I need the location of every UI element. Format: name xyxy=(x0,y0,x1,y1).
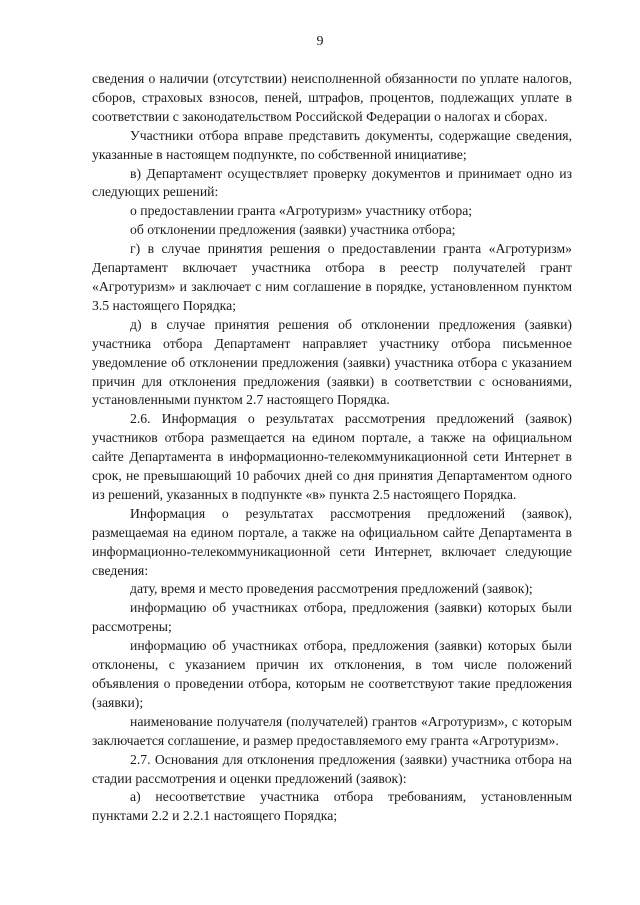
paragraph: Участники отбора вправе представить документы, содержащие сведения, указанные в настоящем подпункте, по собственной инициативе; xyxy=(92,127,572,162)
paragraph: информацию об участниках отбора, предложения (заявки) которых были рассмотрены; xyxy=(92,600,572,635)
paragraph: д) в случае принятия решения об отклонении предложения (заявки) участника отбора Департамент направляет участнику отбора письменное уведомление об отклонении предложения (заявки) участника отбора с указанием причин для отклонения предложения (заявки) в соответствии с основаниями, установленными пунктом 2.7 настоящего Порядка. xyxy=(92,316,572,408)
paragraph: а) несоответствие участника отбора требованиям, установленным пунктами 2.2 и 2.2.1 настоящего Порядка; xyxy=(92,789,572,824)
paragraph: информацию об участниках отбора, предложения (заявки) которых были отклонены, с указанием причин их отклонения, в том числе положений объявления о проведении отбора, которым не соответствуют такие предложения (заявки); xyxy=(92,638,572,710)
paragraph: наименование получателя (получателей) грантов «Агротуризм», с которым заключается соглашение, и размер предоставляемого ему гранта «Агротуризм». xyxy=(92,713,572,748)
paragraph: сведения о наличии (отсутствии) неисполненной обязанности по уплате налогов, сборов, страховых взносов, пеней, штрафов, процентов, подлежащих уплате в соответствии с законодательством Российской Федерации о налогах и сборах. xyxy=(92,71,572,124)
paragraph: 2.7. Основания для отклонения предложения (заявки) участника отбора на стадии рассмотрения и оценки предложений (заявок): xyxy=(92,751,572,786)
paragraph: г) в случае принятия решения о предоставлении гранта «Агротуризм» Департамент включает участника отбора в реестр получателей грант «Агротуризм» и заключает с ним соглашение в порядке, установленном пунктом 3.5 настоящего Порядка; xyxy=(92,241,572,313)
paragraph: дату, время и место проведения рассмотрения предложений (заявок); xyxy=(130,581,533,597)
paragraph: об отклонении предложения (заявки) участника отбора; xyxy=(130,222,456,238)
page-number: 9 xyxy=(316,34,324,49)
document-body xyxy=(92,70,572,826)
paragraph: Информация о результатах рассмотрения предложений (заявок), размещаемая на едином портале, а также на официальном сайте Департамента в информационно-телекоммуникационной сети Интернет, включает следующие сведения: xyxy=(92,505,572,578)
paragraph: о предоставлении гранта «Агротуризм» участнику отбора; xyxy=(130,203,473,219)
paragraph: в) Департамент осуществляет проверку документов и принимает одно из следующих решений: xyxy=(92,165,572,200)
paragraph: 2.6. Информация о результатах рассмотрения предложений (заявок) участников отбора размещается на едином портале, а также на официальном сайте Департамента в информационно-телекоммуникационной сети Интернет в срок, не превышающий 10 рабочих дней со дня принятия Департаментом одного из решений, указанных в подпункте «в» пункта 2.5 настоящего Порядка. xyxy=(92,411,572,502)
